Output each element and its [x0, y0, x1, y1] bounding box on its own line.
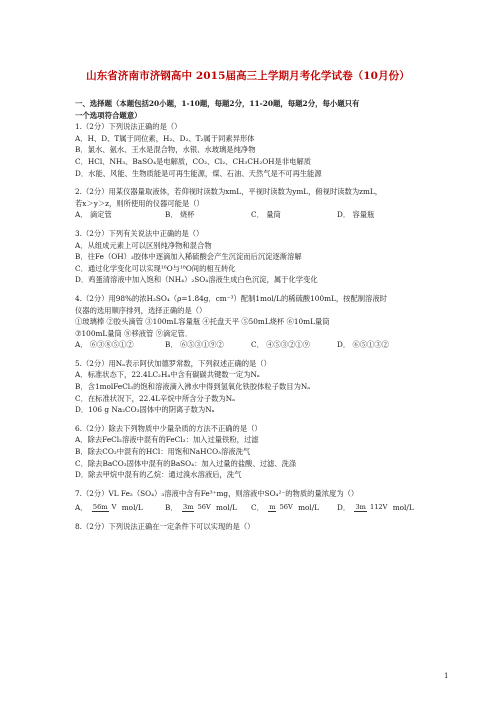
question-stem: 6.（2分）除去下列物质中少量杂质的方法不正确的是（） [75, 423, 262, 433]
question-1 [75, 121, 430, 179]
option-label: B． [165, 503, 178, 513]
fraction-denominator: V [111, 503, 117, 512]
question-7 [75, 488, 430, 514]
exam-title: 山东省济南市济钢高中 2015届高三上学期月考化学试卷（10月份） [86, 70, 410, 82]
option-d [337, 502, 414, 514]
question-4 [75, 293, 430, 351]
question-stem: 5.（2分）用Nₐ表示阿伏加德罗常数，下列叙述正确的是（） [75, 358, 271, 368]
question-stem: 7.（2分）VL Fe₂（SO₄）₃溶液中含有Fe³⁺mg，则溶液中SO₄²⁻的物质的量浓度为（） [75, 488, 359, 498]
option-d: D．除去甲烷中混有的乙烷：通过溴水溶液后，洗气 [75, 470, 242, 480]
option-b: B．氯水、氨水、王水是混合物，水银、水玻璃是纯净物 [75, 145, 256, 155]
option-d: D． 容量瓶 [337, 210, 375, 220]
question-5 [75, 358, 430, 416]
instrument-list: ⑦100mL量筒 ⑧移液管 ⑨滴定管． [75, 328, 193, 338]
question-6 [75, 423, 430, 481]
option-label: D． [337, 503, 351, 513]
option-b: B．往Fe（OH）₃胶体中逐滴加入稀硫酸会产生沉淀而后沉淀逐渐溶解 [75, 252, 302, 262]
option-b: B．含1molFeCl₃的饱和溶液滴入沸水中得到氢氧化铁胶体粒子数目为Nₐ [75, 382, 311, 392]
fraction [92, 504, 118, 512]
section-heading-line: 一、选择题（本题包括20小题，1-10题，每题2分，11-20题，每题2分，每小题只有 [75, 99, 360, 108]
exam-content [75, 98, 430, 533]
option-c: C． ④⑤③②①⑨ [251, 340, 310, 350]
option-c: C． 量筒 [251, 210, 281, 220]
section-heading-line: 一个选项符合题意） [75, 110, 142, 120]
question-2 [75, 186, 430, 221]
option-c: C．通过化学变化可以实现¹⁶O与¹⁸O间的相互转化 [75, 263, 236, 273]
option-b: B． 烧杯 [165, 210, 195, 220]
fraction-denominator: 112V [370, 503, 388, 512]
options-row [75, 502, 430, 514]
unit: mol/L [121, 503, 143, 513]
option-b: B．除去CO₂中混有的HCl：用饱和NaHCO₃溶液洗气 [75, 447, 251, 457]
fraction [354, 504, 388, 512]
option-c: C．在标准状况下，22.4L辛烷中所含分子数为Nₐ [75, 393, 235, 403]
question-stem: 2.（2分）用某仪器量取液体，若仰视时读数为xmL，平视时读数为ymL，俯视时读数为zmL， [75, 187, 383, 197]
instrument-list: ①玻璃棒 ②胶头滴管 ③100mL容量瓶 ④托盘天平 ⑤50mL烧杯 ⑥10mL量筒 [75, 317, 330, 327]
section-heading [75, 98, 430, 121]
fraction-denominator: 56V [279, 503, 293, 512]
option-d: D．鸡蛋清溶液中加入饱和（NH₄）₂SO₄溶液生成白色沉淀，属于化学变化 [75, 275, 318, 285]
question-stem: 仪器的选用顺序排列，选择正确的是（） [75, 305, 207, 315]
option-c: C．除去BaCO₃固体中混有的BaSO₄：加入过量的盐酸、过滤、洗涤 [75, 458, 297, 468]
question-stem: 若x＞y＞z，则所使用的仪器可能是（） [75, 198, 204, 208]
option-a [75, 502, 165, 514]
fraction-denominator: 56V [197, 503, 211, 512]
page-number: 1 [444, 672, 449, 680]
fraction [268, 504, 294, 512]
fraction-numerator: 56m [92, 503, 108, 512]
option-a: A．从组成元素上可以区别纯净物和混合物 [75, 240, 212, 250]
option-c [251, 502, 337, 514]
fraction-numerator: 3m [183, 503, 194, 512]
fraction-numerator: m [269, 503, 276, 512]
fraction-numerator: 3m [355, 503, 366, 512]
option-a: A．H、D、T属于同位素，H₂、D₂、T₂属于同素异形体 [75, 133, 255, 143]
option-d: D．106 g Na₂CO₃固体中的阴离子数为Nₐ [75, 405, 215, 415]
option-b: B． ⑥⑤③①⑨② [165, 340, 224, 350]
option-a: A．除去FeCl₂溶液中混有的FeCl₃：加入过量铁粉，过滤 [75, 435, 259, 445]
option-b [165, 502, 251, 514]
question-stem: 1.（2分）下列说法正确的是（） [75, 122, 182, 132]
question-stem: 4.（2分）用98%的浓H₂SO₄（ρ=1.84g．cm⁻³）配制1mol/L的稀硫酸100mL，按配制溶液时 [75, 293, 387, 303]
option-label: C． [251, 503, 264, 513]
unit: mol/L [298, 503, 320, 513]
option-d: D．水能、风能、生物质能是可再生能源，煤、石油、天然气是不可再生能源 [75, 168, 322, 178]
option-a: A． ⑥③⑧⑤①② [75, 340, 134, 350]
question-8 [75, 521, 430, 533]
unit: mol/L [392, 503, 414, 513]
question-stem: 3.（2分）下列有关说法中正确的是（） [75, 228, 204, 238]
question-stem: 8.（2分）下列说法正确在一定条件下可以实现的是（） [75, 522, 255, 531]
options-row [75, 209, 430, 221]
fraction [182, 504, 212, 512]
option-c: C．HCl、NH₃、BaSO₄是电解质，CO₂、Cl₂、CH₃CH₂OH是非电解质 [75, 156, 312, 166]
option-a: A． 滴定管 [75, 210, 112, 220]
unit: mol/L [216, 503, 237, 513]
question-3 [75, 228, 430, 286]
options-row [75, 339, 430, 351]
option-d: D． ⑥⑤①③② [337, 340, 389, 350]
option-a: A．标准状态下，22.4LC₂H₄中含有碳碳共键数一定为Nₐ [75, 370, 260, 380]
option-label: A． [75, 503, 88, 513]
